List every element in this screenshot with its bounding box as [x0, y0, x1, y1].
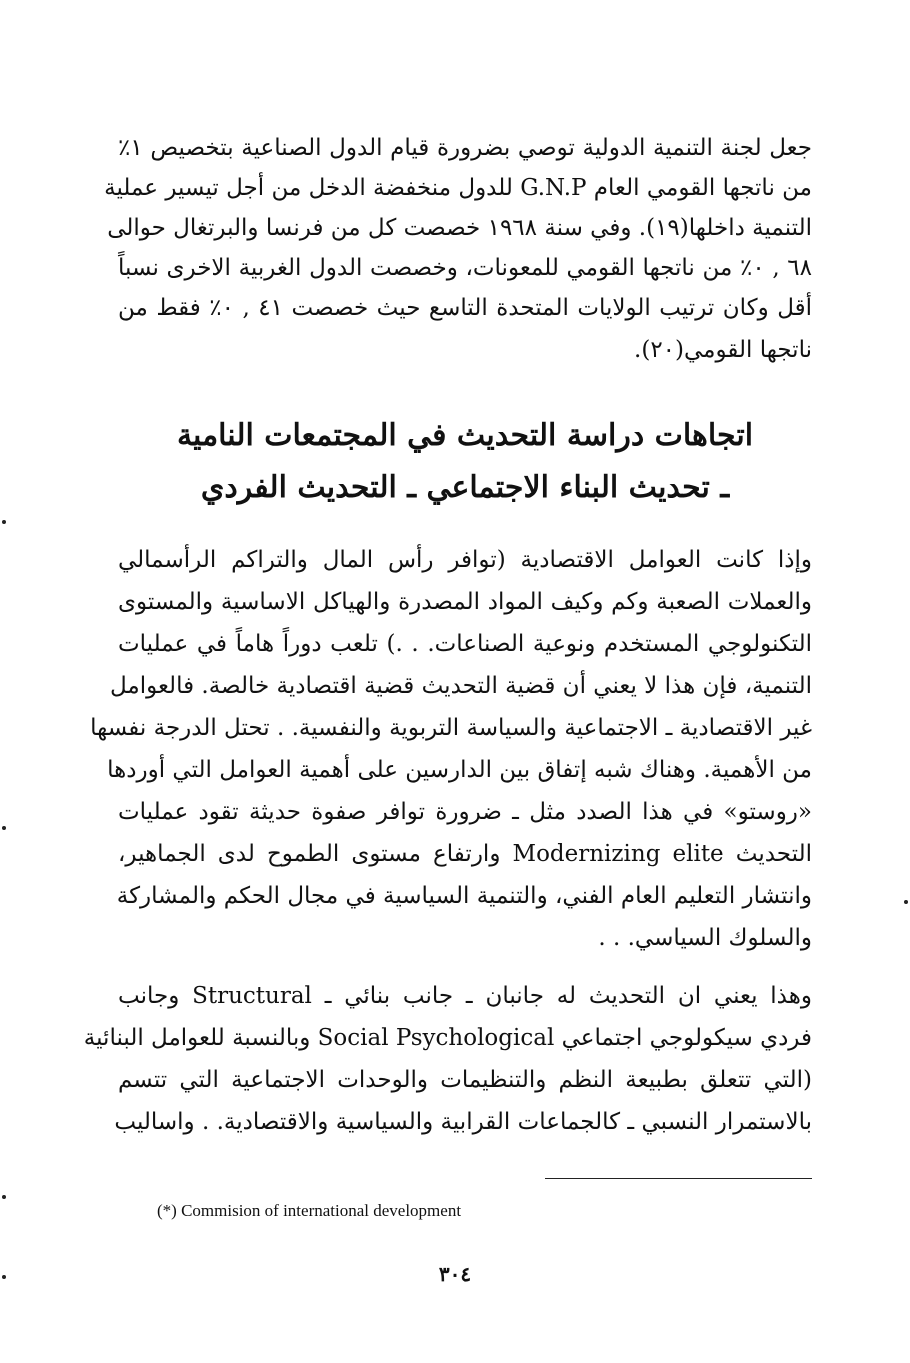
paragraph-1-line: جعل لجنة التنمية الدولية توصي بضرورة قيام الدول الصناعية بتخصيص ١٪: [118, 135, 812, 161]
paragraph-1-line: ٦٨ , ٠٪ من ناتجها القومي للمعونات، وخصصت الدول الغربية الاخرى نسباً: [118, 255, 812, 281]
paragraph-2-line: والسلوك السياسي. . .: [598, 925, 812, 951]
paragraph-2-line: والعملات الصعبة وكم وكيف المواد المصدرة والهياكل الاساسية والمستوى: [118, 589, 812, 615]
paragraph-3-line: فردي سيكولوجي اجتماعي Social Psychological وبالنسبة للعوامل البنائية: [83, 1025, 812, 1051]
paragraph-2-line: التكنولوجي المستخدم ونوعية الصناعات. . .) تلعب دوراً هاماً في عمليات: [118, 631, 812, 657]
paragraph-1-line: أقل وكان ترتيب الولايات المتحدة التاسع حيث خصصت ٤١ , ٠٪ فقط من: [118, 295, 813, 321]
page-number: ٣٠٤: [438, 1262, 472, 1286]
footnote: (*) Commision of international development: [157, 1201, 462, 1220]
paragraph-1-line: التنمية داخلها(١٩). وفي سنة ١٩٦٨ خصصت كل من فرنسا والبرتغال حوالى: [107, 215, 812, 241]
paragraph-2-line: وانتشار التعليم العام الفني، والتنمية السياسية في مجال الحكم والمشاركة: [116, 883, 812, 909]
paragraph-2-line: التنمية، فإن هذا لا يعني أن قضية التحديث قضية اقتصادية خالصة. فالعوامل: [109, 673, 812, 699]
scan-speck: [2, 520, 6, 524]
scan-speck: [2, 826, 6, 830]
paragraph-3-line: (التي تتعلق بطبيعة النظم والتنظيمات والوحدات الاجتماعية التي تتسم: [118, 1067, 812, 1093]
paragraph-2-line: وإذا كانت العوامل الاقتصادية (توافر رأس المال والتراكم الرأسمالي: [118, 547, 812, 573]
paragraph-2-line: التحديث Modernizing elite وارتفاع مستوى الطموح لدى الجماهير،: [118, 841, 812, 867]
section-heading-line-1: اتجاهات دراسة التحديث في المجتمعات النامية: [176, 418, 754, 453]
paragraph-2-line: غير الاقتصادية ـ الاجتماعية والسياسة التربوية والنفسية. . تحتل الدرجة نفسها: [90, 715, 812, 741]
paragraph-3-line: بالاستمرار النسبي ـ كالجماعات القرابية والسياسية والاقتصادية. . واساليب: [114, 1109, 812, 1135]
scan-speck: [904, 900, 908, 904]
paragraph-1-line: ناتجها القومي(٢٠).: [634, 337, 812, 363]
footnote-separator: [545, 1178, 812, 1179]
paragraph-2-line: من الأهمية. وهناك شبه إتفاق بين الدارسين على أهمية العوامل التي أوردها: [107, 757, 812, 783]
section-heading-line-2: ـ تحديث البناء الاجتماعي ـ التحديث الفردي: [200, 470, 730, 505]
scan-speck: [2, 1195, 6, 1199]
paragraph-2-line: «روستو» في هذا الصدد مثل ـ ضرورة توافر صفوة حديثة تقود عمليات: [118, 799, 812, 825]
paragraph-1-line: من ناتجها القومي العام G.N.P للدول منخفضة الدخل من أجل تيسير عملية: [104, 175, 812, 201]
scan-speck: [2, 1275, 6, 1279]
paragraph-3-line: وهذا يعني ان التحديث له جانبان ـ جانب بنائي ـ Structural وجانب: [118, 983, 812, 1009]
